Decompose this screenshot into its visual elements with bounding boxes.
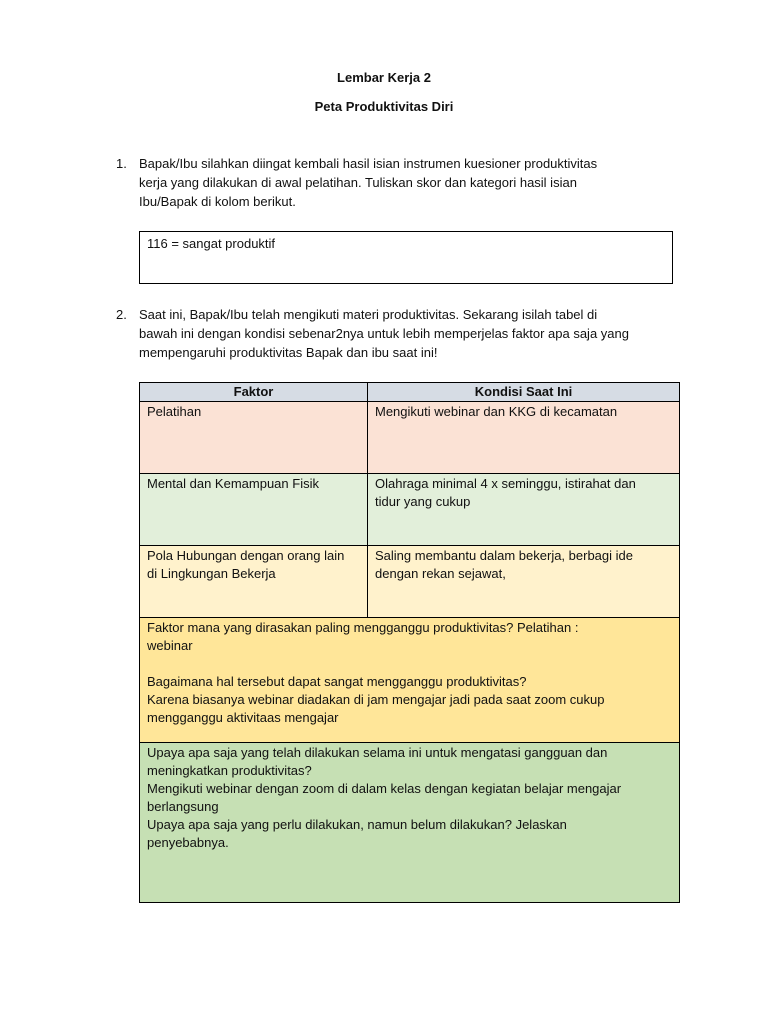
factor-text: Pelatihan	[147, 404, 202, 419]
question-1-number: 1.	[116, 156, 127, 171]
condition-text: dengan rekan sejawat,	[375, 566, 506, 581]
effort-text: penyebabnya.	[147, 835, 229, 850]
table-row-effort	[140, 743, 680, 903]
effort-text: Upaya apa saja yang perlu dilakukan, namun belum dilakukan? Jelaskan	[147, 817, 567, 832]
table-row-disruption	[140, 618, 680, 743]
page-title: Lembar Kerja 2	[337, 70, 431, 85]
condition-cell[interactable]	[368, 402, 680, 474]
effort-cell[interactable]	[140, 743, 680, 903]
question-1-line: kerja yang dilakukan di awal pelatihan. Tuliskan skor dan kategori hasil isian	[139, 175, 577, 190]
factor-cell[interactable]	[140, 402, 368, 474]
question-1-line: Ibu/Bapak di kolom berikut.	[139, 194, 296, 209]
table-header-row	[140, 383, 680, 402]
question-2-text	[139, 305, 656, 362]
question-1	[116, 154, 656, 211]
table-row-mental	[140, 474, 680, 546]
question-1-text	[139, 154, 656, 211]
factor-table	[139, 382, 680, 903]
paragraph-gap	[147, 655, 672, 673]
page-subtitle: Peta Produktivitas Diri	[314, 99, 454, 114]
factor-text: di Lingkungan Bekerja	[147, 566, 276, 581]
header-kondisi: Kondisi Saat Ini	[368, 383, 680, 402]
factor-cell[interactable]	[140, 474, 368, 546]
table-row-pelatihan	[140, 402, 680, 474]
question-2-line: bawah ini dengan kondisi sebenar2nya untuk lebih memperjelas faktor apa saja yang	[139, 326, 629, 341]
factor-text: Mental dan Kemampuan Fisik	[147, 476, 319, 491]
score-answer-box[interactable]	[139, 231, 673, 284]
question-2	[116, 305, 656, 362]
effort-text: Mengikuti webinar dengan zoom di dalam kelas dengan kegiatan belajar mengajar	[147, 781, 622, 796]
condition-text: Mengikuti webinar dan KKG di kecamatan	[375, 404, 618, 419]
condition-cell[interactable]	[368, 546, 680, 618]
factor-text: Pola Hubungan dengan orang lain	[147, 548, 345, 563]
condition-text: tidur yang cukup	[375, 494, 471, 509]
question-2-line: Saat ini, Bapak/Ibu telah mengikuti materi produktivitas. Sekarang isilah tabel di	[139, 307, 598, 322]
disruption-question: webinar	[147, 638, 193, 653]
question-1-line: Bapak/Ibu silahkan diingat kembali hasil isian instrumen kuesioner produktivitas	[139, 156, 598, 171]
effort-text: Upaya apa saja yang telah dilakukan selama ini untuk mengatasi gangguan dan	[147, 745, 608, 760]
effort-text: meningkatkan produktivitas?	[147, 763, 312, 778]
disruption-followup: Karena biasanya webinar diadakan di jam mengajar jadi pada saat zoom cukup	[147, 692, 605, 707]
header-faktor: Faktor	[140, 383, 368, 402]
effort-text: berlangsung	[147, 799, 219, 814]
condition-text: Olahraga minimal 4 x seminggu, istirahat dan	[375, 476, 636, 491]
disruption-followup: Bagaimana hal tersebut dapat sangat mengganggu produktivitas?	[147, 674, 527, 689]
condition-text: Saling membantu dalam bekerja, berbagi ide	[375, 548, 633, 563]
disruption-followup: mengganggu aktivitaas mengajar	[147, 710, 339, 725]
table-row-hubungan	[140, 546, 680, 618]
question-2-number: 2.	[116, 307, 127, 322]
disruption-question: Faktor mana yang dirasakan paling mengganggu produktivitas? Pelatihan :	[147, 620, 579, 635]
disruption-cell[interactable]	[140, 618, 680, 743]
condition-cell[interactable]	[368, 474, 680, 546]
question-2-line: mempengaruhi produktivitas Bapak dan ibu saat ini!	[139, 345, 438, 360]
score-answer-text: 116 = sangat produktif	[147, 236, 276, 251]
factor-cell[interactable]	[140, 546, 368, 618]
